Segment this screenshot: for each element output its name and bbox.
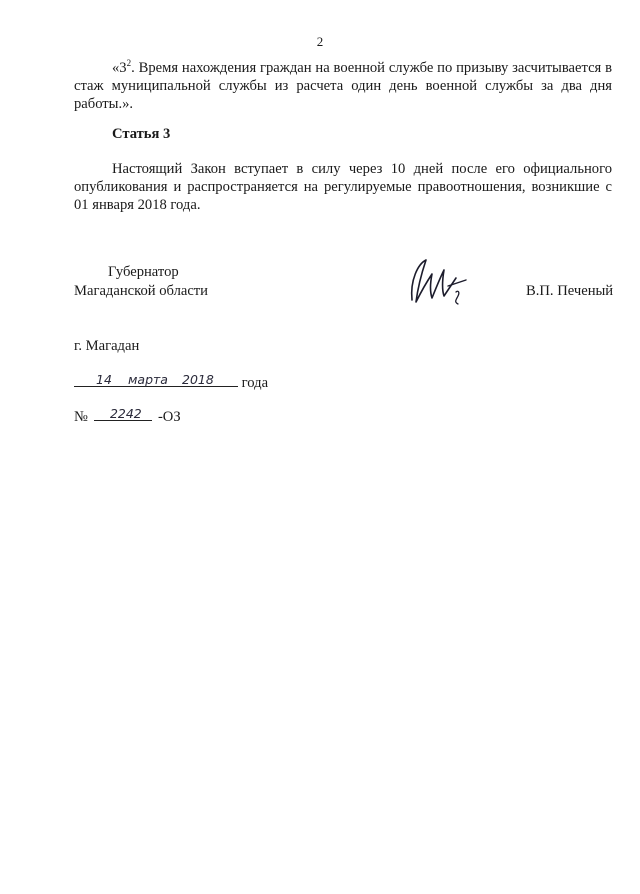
amendment-paragraph bbox=[74, 59, 612, 113]
date-month: марта bbox=[128, 372, 168, 387]
law-number-prefix: № bbox=[74, 409, 88, 425]
date-line bbox=[74, 370, 268, 392]
date-day: 14 bbox=[96, 372, 112, 387]
date-field bbox=[74, 370, 238, 387]
page-number: 2 bbox=[316, 34, 324, 49]
amendment-prefix: «3 bbox=[112, 60, 127, 76]
signatory-name: В.П. Печеный bbox=[526, 283, 614, 299]
amendment-text: . Время нахождения граждан на военной службе по призыву засчитывается в стаж муниципальной службы из расчета один день военной службы за два дня работы.». bbox=[74, 60, 612, 112]
city-label: г. Магадан bbox=[74, 338, 140, 354]
article-text: Настоящий Закон вступает в силу через 10 дней после его официального опубликования и распространяется на регулируемые правоотношения, возникшие с 01 января 2018 года. bbox=[74, 161, 612, 213]
law-number-field bbox=[94, 404, 152, 421]
amendment-superscript: 2 bbox=[126, 58, 132, 68]
signatory-title: Губернатор bbox=[108, 264, 179, 280]
article-paragraph bbox=[74, 160, 612, 214]
law-number-value: 2242 bbox=[109, 406, 142, 421]
date-year: 2018 bbox=[182, 372, 214, 387]
article-heading: Статья 3 bbox=[112, 126, 171, 142]
law-number-suffix: -ОЗ bbox=[157, 409, 181, 425]
handwritten-signature bbox=[400, 250, 470, 310]
law-number-line bbox=[74, 404, 181, 426]
signatory-region: Магаданской области bbox=[74, 283, 208, 299]
date-suffix: года bbox=[241, 375, 269, 391]
